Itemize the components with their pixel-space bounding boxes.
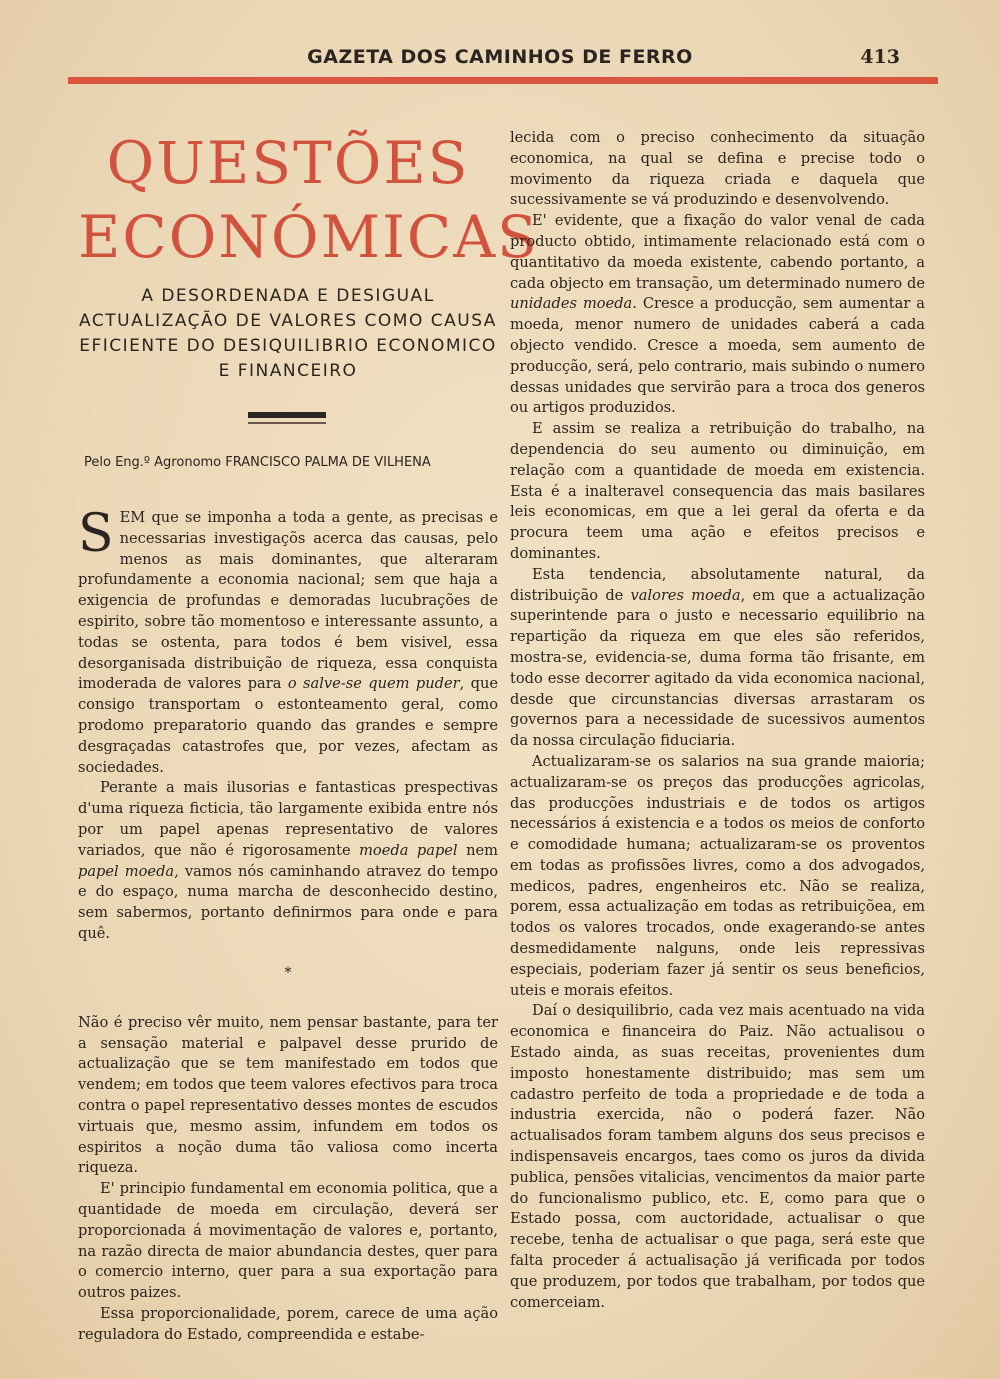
paragraph-r3: E assim se realiza a retribuição do trabalho, na dependencia do seu aumento ou diminuição, em relação com a quantidade de moeda em existencia. Esta é a inalteravel consequencia das mais basilares leis economicas, em que a lei geral da oferta e da procura teem uma ação e efeitos precisos e dominantes. [510, 420, 925, 562]
paragraph-r2: E' evidente, que a fixação do valor venal de cada producto obtido, intimamente relacionado está com o quantitativo da moeda existente, cabendo portanto, a cada objecto em transação, um determinado numero de unidades moeda. Cresce a producção, sem aumentar a moeda, menor numero de unidades caberá a cada objecto vendido. Cresce a moeda, sem aumento de producção, será, pelo contrario, mais subindo o numero dessas unidades que servirão para a troca dos generos ou artigos produzidos. [510, 212, 926, 417]
paragraph-1: SEM que se imponha a toda a gente, as precisas e necessarias investigaçõs acerca das causas, pelo menos as mais dominantes, que alteraram profundamente a economia nacional; sem que haja a exigencia de profundas e demoradas lucubrações de espirito, sobre tão momentoso e interessante assunto, a todas se ostenta, para todos é bem visivel, essa desorganisada distribuição de riqueza, essa conquista imoderada de valores para o salve-se quem puder, que consigo transportam o estonteamento geral, como prodomo preparatorio quando das grandes e sempre desgraçadas catastrofes que, por vezes, afectam as sociedades. [78, 504, 499, 776]
paragraph-r1: lecida com o preciso conhecimento da situação economica, na qual se defina e precise todo o movimento da riqueza criada e daquela que sucessivamente se vá produzindo e desenvolvendo. [510, 129, 925, 209]
section-separator: * [284, 964, 292, 981]
paragraph-r4: Esta tendencia, absolutamente natural, da distribuição de valores moeda, em que a actualização superintende para o justo e necessario equilibrio na repartição da riqueza em que eles são referidos, mostra-se, evidencia-se, duma forma tão frisante, em todo esse decorrer agitado da vida economica nacional, desde que circunstancias diversas arrastaram os governos para a necessidade de sucessivos aumentos da nossa circulação fiduciaria. [510, 565, 925, 750]
title-divider-thin [248, 422, 326, 424]
article-title-line2: ECONÓMICAS [78, 203, 539, 271]
article-subtitle: A DESORDENADA E DESIGUAL ACTUALIZAÇÃO DE VALORES COMO CAUSA EFICIENTE DO DESIQUILIBRIO ECONOMICO E FINANCEIRO [79, 286, 497, 381]
page-number: 413 [860, 46, 900, 68]
drop-cap: S [78, 504, 114, 564]
paragraph-5: Essa proporcionalidade, porem, carece de uma ação reguladora do Estado, compreendida e estabe- [78, 1304, 498, 1343]
article-title-line1: QUESTÕES [106, 129, 470, 197]
byline: Pelo Eng.º Agronomo FRANCISCO PALMA DE VILHENA [84, 455, 431, 470]
left-body [78, 504, 499, 1345]
paragraph-3: Não é preciso vêr muito, nem pensar bastante, para ter a sensação material e palpavel desse prurido de actualização que se tem manifestado em todos que vendem; em todos que teem valores efectivos para troca contra o papel representativo desses montes de escudos virtuais que, mesmo assim, infundem em todos os espiritos a noção duma tão valiosa como incerta riqueza. [78, 1013, 498, 1177]
header-rule [68, 77, 938, 84]
right-column [510, 128, 925, 1313]
paragraph-r6: Daí o desiquilibrio, cada vez mais acentuado na vida economica e financeira do Paiz. Não actualisou o Estado ainda, as suas receitas, provenientes dum imposto honestamente distribuido; mas sem um cadastro perfeito de toda a propriedade e de toda a industria exercida, não o poderá fazer. Não actualisados foram tambem alguns dos seus precisos e indispensaveis encargos, taes como os juros da divida publica, pensões vitalicias, vencimentos da maior parte do funcionalismo publico, etc. E, como para que o Estado possa, com auctoridade, actualisar o que recebe, tenha de actualisar o que paga, será este que falta proceder á actualisação já verificada por todos que produzem, por todos que trabalham, por todos que comerceiam. [510, 1002, 925, 1311]
title-divider [248, 412, 326, 418]
paragraph-4: E' principio fundamental em economia politica, que a quantidade de moeda em circulação, deverá ser proporcionada á movimentação de valores e, portanto, na razão directa de maior abundancia destes, quer para o comercio interno, quer para a sua exportação para outros paizes. [78, 1180, 498, 1302]
journal-title: GAZETA DOS CAMINHOS DE FERRO [307, 46, 693, 68]
paragraph-r5: Actualizaram-se os salarios na sua grande maioria; actualizaram-se os preços das producções agricolas, das producções industriais e de todos os artigos necessários á existencia e a todos os meios de conforto e comodidade humana; actualizaram-se os proventos em todas as profissões livres, como a dos advogados, medicos, padres, engenheiros etc. Não se realiza, porem, essa actualização em todas as retribuiçõea, em todos os valores trocados, onde exagerando-se antes desmedidamente nalguns, onde leis repressivas especiais, poderiam fazer já sentir os seus beneficios, uteis e morais efeitos. [510, 752, 925, 999]
paragraph-2: Perante a mais ilusorias e fantasticas prespectivas d'uma riqueza ficticia, tão largamente exibida entre nós por um papel apenas representativo de valores variados, que não é rigorosamente moeda papel nem papel moeda, vamos nós caminhando atravez do tempo e do espaço, numa marcha de desconhecido destino, sem sabermos, portanto definirmos para onde e para quê. [78, 779, 498, 942]
